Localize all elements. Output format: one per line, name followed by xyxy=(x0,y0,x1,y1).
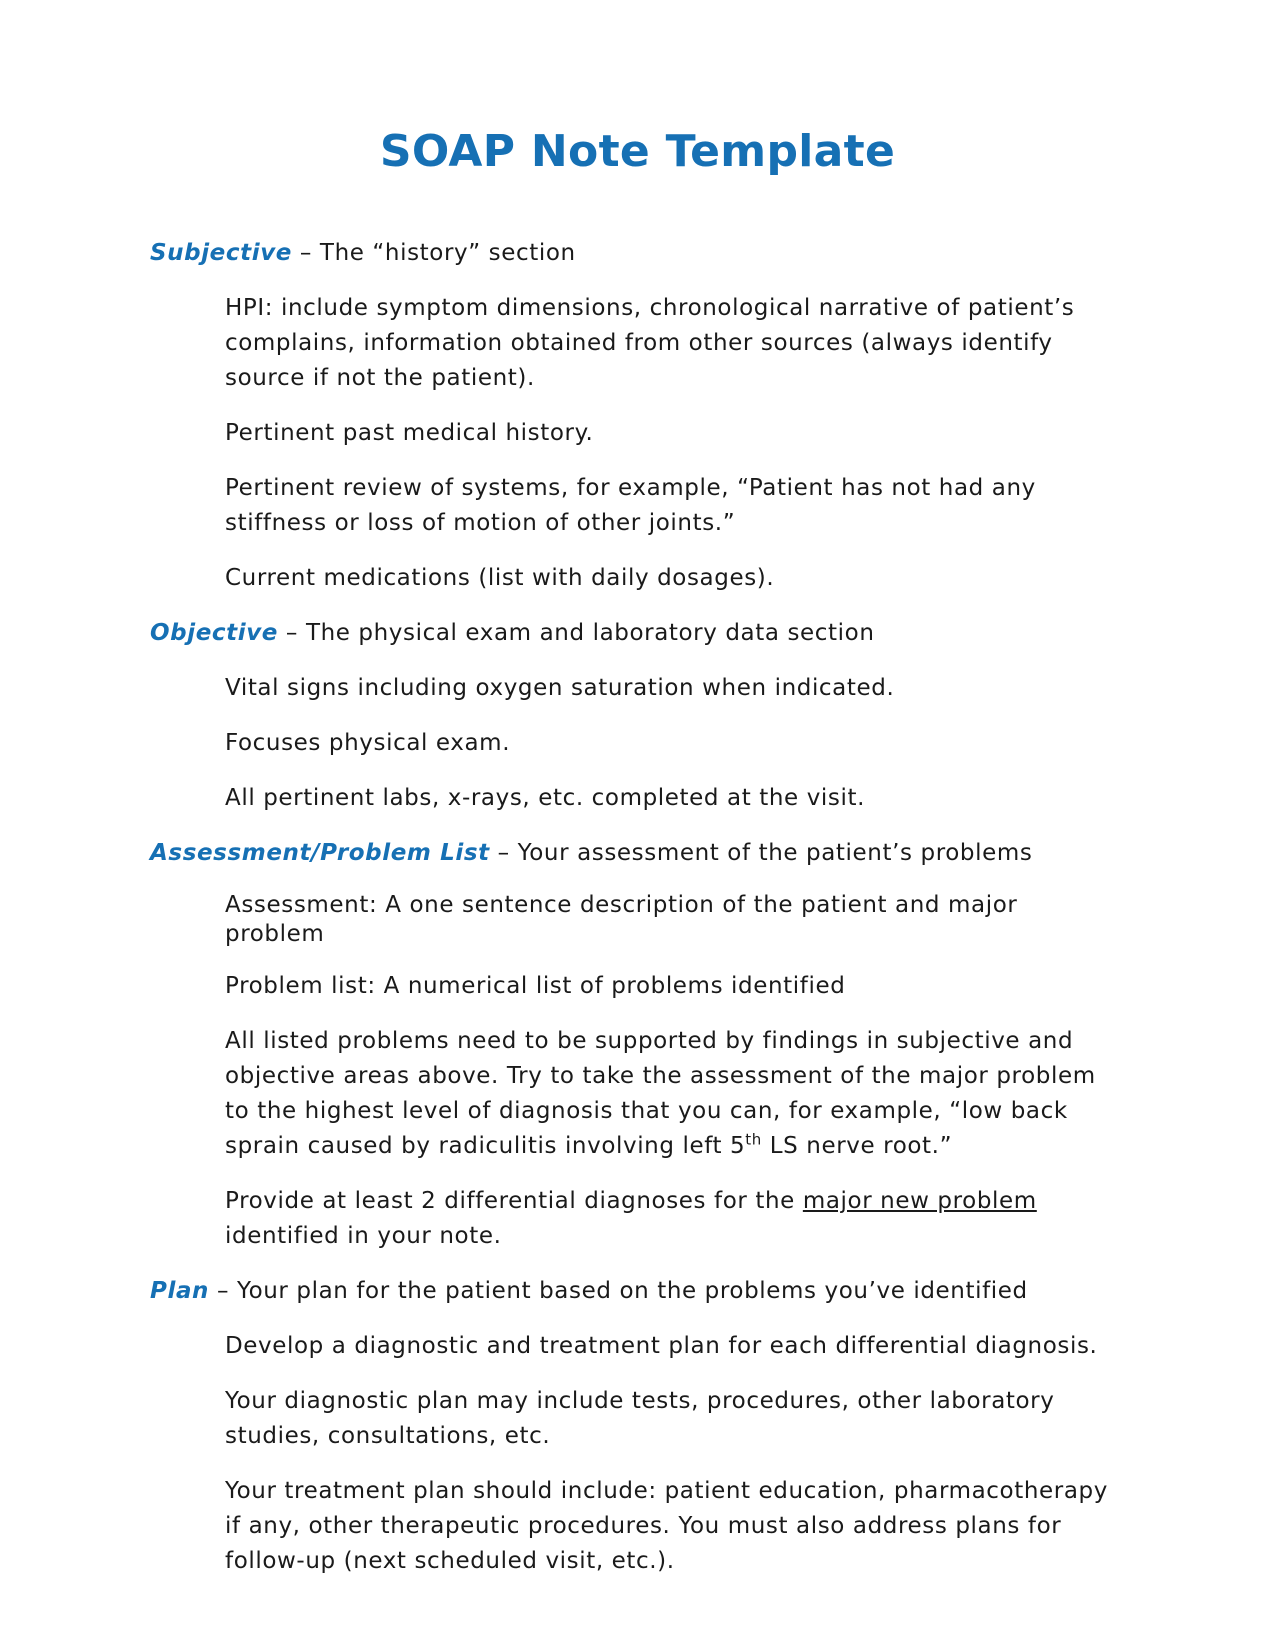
paragraph-diagnostic-plan: Your diagnostic plan may include tests, procedures, other laboratory studies, consultations, etc. xyxy=(225,1388,1055,1449)
section-heading-plan xyxy=(150,1274,1110,1309)
paragraph-review-systems: Pertinent review of systems, for example, “Patient has not had any stiffness or loss of motion of other joints.” xyxy=(225,475,1036,536)
section-description: – The physical exam and laboratory data section xyxy=(278,620,875,646)
section-description: – Your assessment of the patient’s problems xyxy=(489,840,1033,866)
document-body xyxy=(150,236,1110,1599)
paragraph-treatment-plan: Your treatment plan should include: patient education, pharmacotherapy if any, other therapeutic procedures. You must also address plans for follow-up (next scheduled visit, etc.). xyxy=(225,1478,1108,1574)
section-name: Objective xyxy=(150,620,279,646)
ordinal-superscript: th xyxy=(745,1130,762,1149)
section-name: Plan xyxy=(150,1278,210,1304)
diagnosis-text-end: LS nerve root.” xyxy=(761,1133,953,1159)
section-name: Assessment/Problem List xyxy=(150,840,490,866)
paragraph-past-history: Pertinent past medical history. xyxy=(225,420,594,446)
paragraph-physical-exam: Focuses physical exam. xyxy=(225,730,511,756)
paragraph-hpi: HPI: include symptom dimensions, chronological narrative of patient’s complains, information obtained from other sources (always identify source if not the patient). xyxy=(225,295,1075,391)
paragraph-medications: Current medications (list with daily dosages). xyxy=(225,565,775,591)
section-name: Subjective xyxy=(150,240,292,266)
paragraph-diagnosis-level xyxy=(225,1024,1120,1164)
paragraph-differential xyxy=(225,1184,1120,1254)
section-heading-objective xyxy=(150,616,1110,651)
paragraph-develop-plan: Develop a diagnostic and treatment plan for each differential diagnosis. xyxy=(225,1333,1098,1359)
section-description: – The “history” section xyxy=(292,240,576,266)
section-heading-subjective xyxy=(150,236,1110,271)
paragraph-labs: All pertinent labs, x-rays, etc. completed at the visit. xyxy=(225,785,865,811)
differential-text-end: identified in your note. xyxy=(225,1223,502,1249)
underlined-phrase: major new problem xyxy=(802,1188,1037,1214)
paragraph-vital-signs: Vital signs including oxygen saturation when indicated. xyxy=(225,675,895,701)
differential-text: Provide at least 2 differential diagnoses for the xyxy=(225,1188,803,1214)
section-description: – Your plan for the patient based on the problems you’ve identified xyxy=(209,1278,1028,1304)
page-title: SOAP Note Template xyxy=(379,126,896,177)
paragraph-assessment: Assessment: A one sentence description of the patient and major problem xyxy=(225,892,1018,947)
section-heading-assessment xyxy=(150,836,1110,871)
paragraph-problem-list: Problem list: A numerical list of problems identified xyxy=(225,973,846,999)
diagnosis-text: All listed problems need to be supported by findings in subjective and objective areas above. Try to take the assessment of the major problem to the highest level of diagnosis that you can, for example, “low back sprain caused by radiculitis involving left 5 xyxy=(225,1028,1096,1159)
